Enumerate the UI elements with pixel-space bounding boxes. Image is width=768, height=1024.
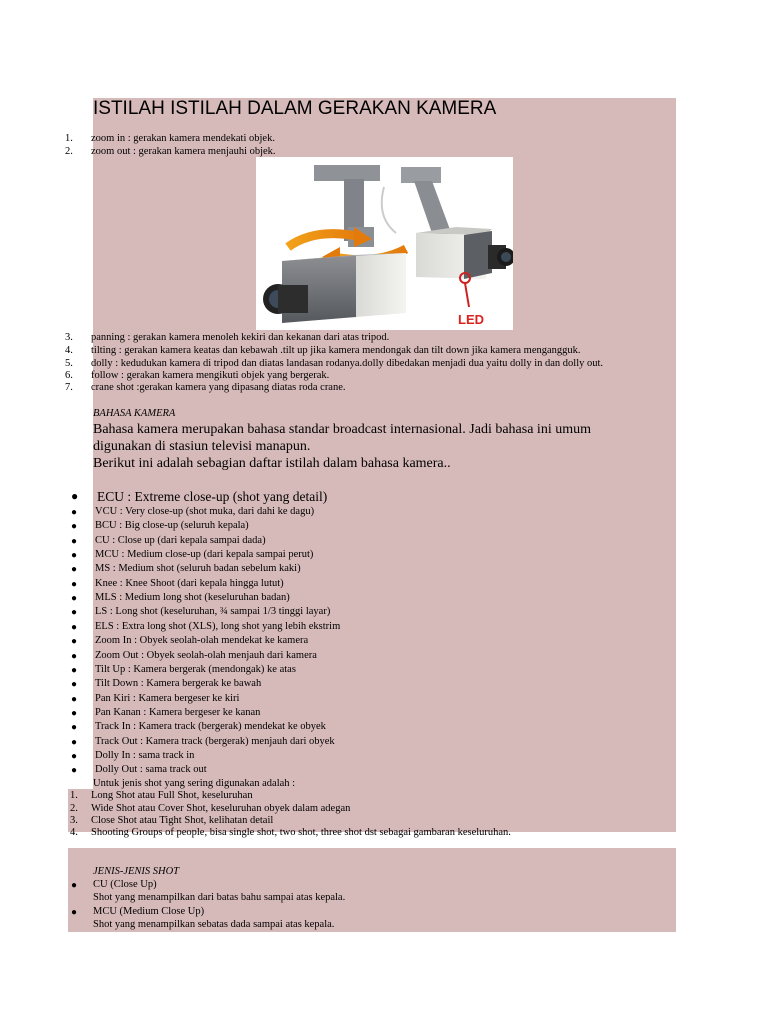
bullet-icon: ●	[71, 636, 78, 647]
list-number: 4.	[70, 827, 78, 838]
bullet-icon: ●	[71, 489, 79, 503]
shot-type-desc: Shot yang menampilkan dari batas bahu sampai atas kepala.	[93, 892, 346, 903]
paragraph-line: Bahasa kamera merupakan bahasa standar broadcast internasional. Jadi bahasa ini umum	[93, 422, 591, 437]
term-item: Pan Kiri : Kamera bergeser ke kiri	[95, 693, 240, 704]
section-heading-bahasa: BAHASA KAMERA	[93, 408, 176, 419]
bullet-icon: ●	[71, 507, 78, 518]
term-ecu: ECU : Extreme close-up (shot yang detail)	[97, 489, 328, 504]
list-number: 5.	[65, 358, 73, 369]
shot-intro: Untuk jenis shot yang sering digunakan adalah :	[93, 778, 296, 789]
bullet-icon: ●	[71, 708, 78, 719]
term-item: VCU : Very close-up (shot muka, dari dahi ke dagu)	[95, 506, 315, 517]
term-item: Track In : Kamera track (bergerak) mendekat ke obyek	[95, 721, 326, 732]
list-item: dolly : kedudukan kamera di tripod dan diatas landasan rodanya.dolly dibedakan menjadi dua yaitu dolly in dan dolly out.	[91, 358, 604, 369]
bullet-icon: ●	[71, 579, 78, 590]
list-number: 4.	[65, 345, 73, 356]
list-number: 1.	[65, 133, 73, 144]
cctv-camera-icon	[256, 157, 513, 330]
term-item: MLS : Medium long shot (keseluruhan badan)	[95, 592, 290, 603]
page-title: ISTILAH ISTILAH DALAM GERAKAN KAMERA	[93, 98, 497, 119]
bullet-icon: ●	[71, 679, 78, 690]
list-item: zoom in : gerakan kamera mendekati objek.	[91, 133, 275, 144]
bullet-icon: ●	[71, 880, 78, 891]
list-number: 7.	[65, 382, 73, 393]
bullet-icon: ●	[71, 694, 78, 705]
bullet-icon: ●	[71, 521, 78, 532]
shot-type-label: MCU (Medium Close Up)	[93, 906, 205, 917]
term-item: MS : Medium shot (seluruh badan sebelum kaki)	[95, 563, 301, 574]
term-item: Track Out : Kamera track (bergerak) menjauh dari obyek	[95, 736, 335, 747]
bullet-icon: ●	[71, 607, 78, 618]
list-number: 3.	[65, 332, 73, 343]
term-item: Dolly Out : sama track out	[95, 764, 207, 775]
led-label: LED	[458, 312, 484, 327]
term-item: ELS : Extra long shot (XLS), long shot yang lebih ekstrim	[95, 621, 341, 632]
paragraph-line: digunakan di stasiun televisi manapun.	[93, 439, 311, 454]
term-item: LS : Long shot (keseluruhan, ¾ sampai 1/3 tinggi layar)	[95, 606, 331, 617]
term-item: BCU : Big close-up (seluruh kepala)	[95, 520, 249, 531]
bullet-icon: ●	[71, 665, 78, 676]
section-heading-jenis: JENIS-JENIS SHOT	[93, 866, 180, 877]
bullet-icon: ●	[71, 564, 78, 575]
list-item: panning : gerakan kamera menoleh kekiri dan kekanan dari atas tripod.	[91, 332, 390, 343]
bullet-icon: ●	[71, 907, 78, 918]
bullet-icon: ●	[71, 593, 78, 604]
bullet-icon: ●	[71, 765, 78, 776]
term-item: CU : Close up (dari kepala sampai dada)	[95, 535, 266, 546]
bullet-icon: ●	[71, 737, 78, 748]
shot-type-label: CU (Close Up)	[93, 879, 157, 890]
list-item: Long Shot atau Full Shot, keseluruhan	[91, 790, 253, 801]
term-item: Knee : Knee Shoot (dari kepala hingga lutut)	[95, 578, 284, 589]
term-item: Dolly In : sama track in	[95, 750, 195, 761]
camera-image	[256, 157, 513, 330]
list-item: Close Shot atau Tight Shot, kelihatan detail	[91, 815, 274, 826]
bullet-icon: ●	[71, 550, 78, 561]
term-item: Tilt Up : Kamera bergerak (mendongak) ke atas	[95, 664, 296, 675]
term-item: MCU : Medium close-up (dari kepala sampai perut)	[95, 549, 314, 560]
term-item: Zoom In : Obyek seolah-olah mendekat ke kamera	[95, 635, 309, 646]
bullet-icon: ●	[71, 622, 78, 633]
list-number: 3.	[70, 815, 78, 826]
bullet-icon: ●	[71, 536, 78, 547]
bullet-icon: ●	[71, 751, 78, 762]
list-number: 2.	[70, 803, 78, 814]
shot-type-desc: Shot yang menampilkan sebatas dada sampai atas kepala.	[93, 919, 335, 930]
paragraph-line: Berikut ini adalah sebagian daftar istilah dalam bahasa kamera..	[93, 456, 451, 471]
list-item: Shooting Groups of people, bisa single shot, two shot, three shot dst sebagai gambaran keseluruhan.	[91, 827, 511, 838]
term-item: Tilt Down : Kamera bergerak ke bawah	[95, 678, 262, 689]
list-number: 1.	[70, 790, 78, 801]
bullet-icon: ●	[71, 651, 78, 662]
bullet-icon: ●	[71, 722, 78, 733]
list-item: tilting : gerakan kamera keatas dan kebawah .tilt up jika kamera mendongak dan tilt down jika kamera mengangguk.	[91, 345, 581, 356]
list-item: crane shot :gerakan kamera yang dipasang diatas roda crane.	[91, 382, 346, 393]
list-item: follow : gerakan kamera mengikuti objek yang bergerak.	[91, 370, 330, 381]
term-item: Zoom Out : Obyek seolah-olah menjauh dari kamera	[95, 650, 317, 661]
list-number: 2.	[65, 146, 73, 157]
list-item: zoom out : gerakan kamera menjauhi objek.	[91, 146, 276, 157]
list-item: Wide Shot atau Cover Shot, keseluruhan obyek dalam adegan	[91, 803, 351, 814]
list-number: 6.	[65, 370, 73, 381]
term-item: Pan Kanan : Kamera bergeser ke kanan	[95, 707, 261, 718]
